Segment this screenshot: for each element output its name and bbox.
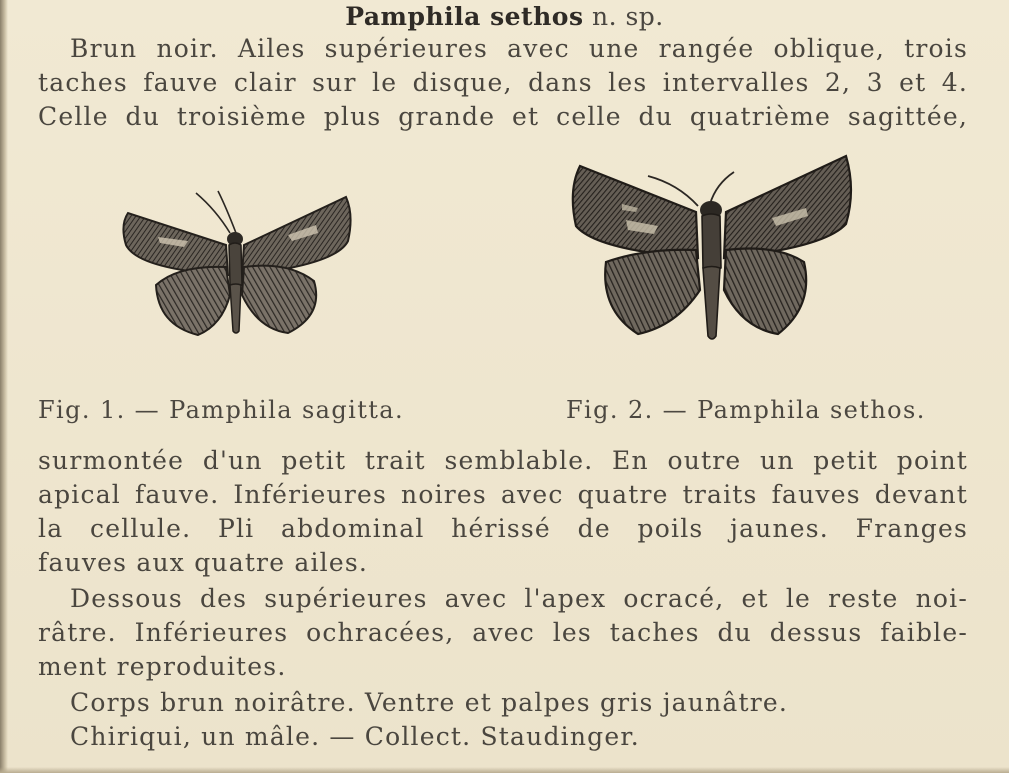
page-edge-shadow <box>0 0 8 773</box>
figure-1-butterfly-illustration <box>118 185 358 345</box>
text-line: taches fauve clair sur le disque, dans les intervalles 2, 3 et 4. <box>38 68 968 97</box>
species-note: n. sp. <box>591 2 664 31</box>
text-line: Dessous des supérieures avec l'apex ocracé, et le reste noi- <box>70 584 968 613</box>
text-line: la cellule. Pli abdominal hérissé de poils jaunes. Franges <box>38 514 968 543</box>
figure-2-caption: Fig. 2. — Pamphila sethos. <box>566 396 926 424</box>
text-line: fauves aux quatre ailes. <box>38 548 369 577</box>
text-line: ment reproduites. <box>38 652 287 681</box>
species-name: Pamphila sethos <box>345 2 584 31</box>
species-heading <box>0 2 1009 32</box>
text-line: apical fauve. Inférieures noires avec quatre traits fauves devant <box>38 480 968 509</box>
text-line: surmontée d'un petit trait semblable. En outre un petit point <box>38 446 968 475</box>
text-line: râtre. Inférieures ochracées, avec les taches du dessus faible- <box>38 618 968 647</box>
text-line: Brun noir. Ailes supérieures avec une rangée oblique, trois <box>70 34 968 63</box>
text-line: Corps brun noirâtre. Ventre et palpes gris jaunâtre. <box>70 688 788 717</box>
text-line: Chiriqui, un mâle. — Collect. Staudinger. <box>70 722 640 751</box>
figure-2-butterfly-illustration <box>566 150 856 350</box>
figure-1-caption: Fig. 1. — Pamphila sagitta. <box>38 396 405 424</box>
text-line: Celle du troisième plus grande et celle du quatrième sagittée, <box>38 102 968 131</box>
page-bottom-shadow <box>0 767 1009 773</box>
